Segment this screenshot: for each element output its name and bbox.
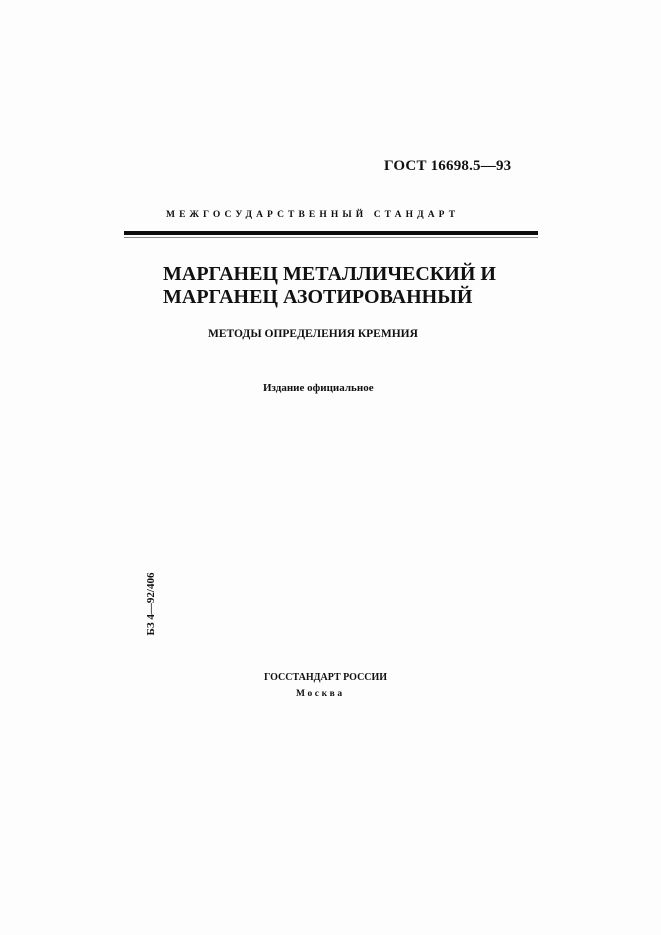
document-title-line-1: МАРГАНЕЦ МЕТАЛЛИЧЕСКИЙ И [163,263,496,285]
edition-label: Издание официальное [263,382,374,394]
document-subtitle: МЕТОДЫ ОПРЕДЕЛЕНИЯ КРЕМНИЯ [208,328,418,340]
header-divider-thin [124,237,538,238]
standard-type-heading: МЕЖГОСУДАРСТВЕННЫЙ СТАНДАРТ [166,210,460,220]
publisher-city: Москва [296,689,345,699]
header-divider-thick [124,231,538,235]
publisher: ГОССТАНДАРТ РОССИИ [264,672,388,683]
catalog-code: БЗ 4—92/406 [145,572,157,636]
document-title [163,263,523,309]
gost-number: ГОСТ 16698.5—93 [384,158,512,174]
document-title-line-2: МАРГАНЕЦ АЗОТИРОВАННЫЙ [163,286,473,308]
